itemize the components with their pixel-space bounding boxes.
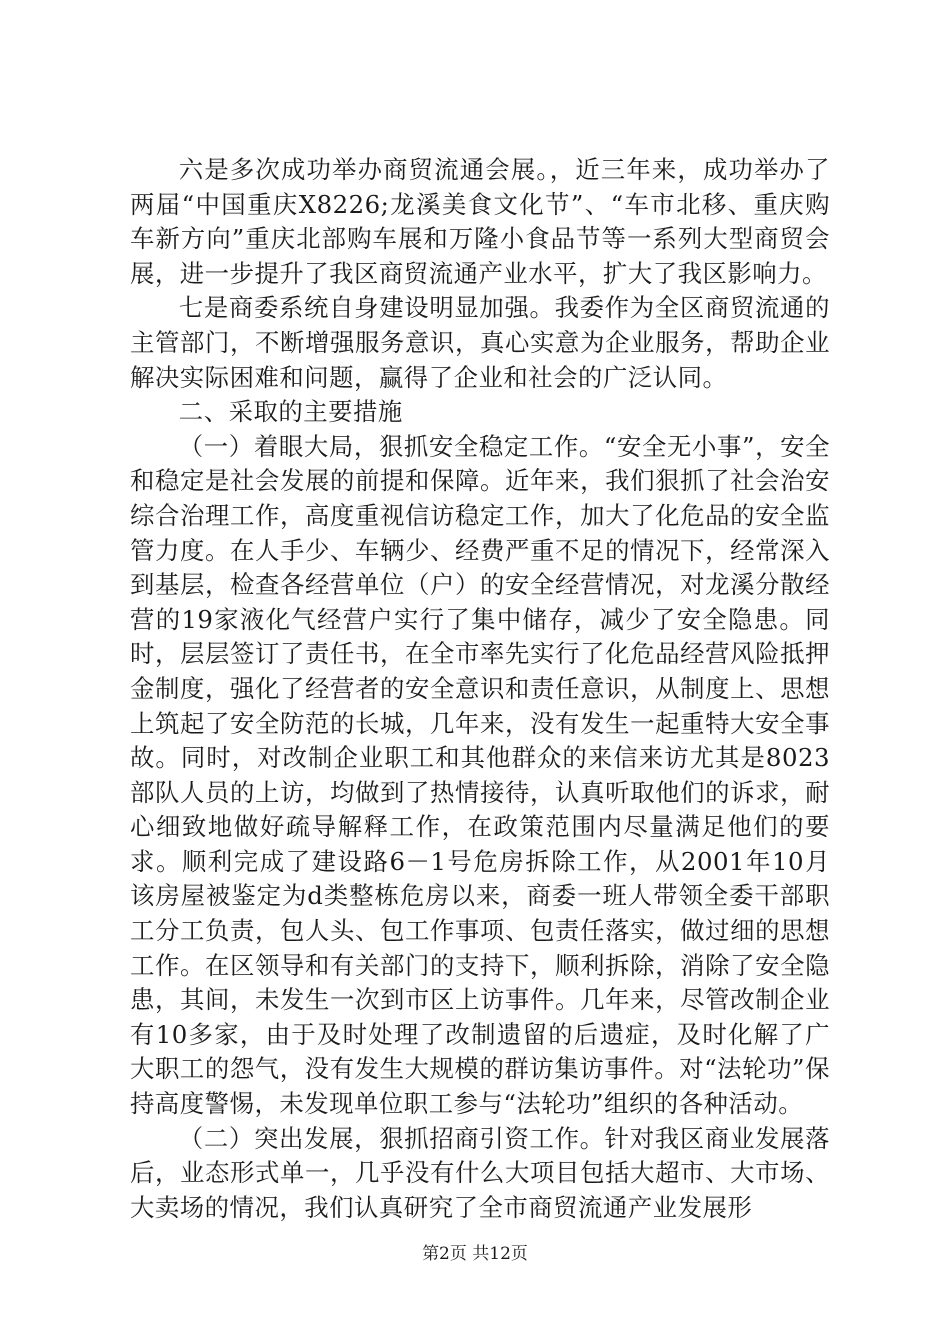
document-body [130, 153, 830, 1225]
page-number-footer: 第2页 共12页 [422, 1244, 528, 1264]
paragraph-exhibitions: 六是多次成功举办商贸流通会展。，近三年来，成功举办了两届“中国重庆X8226;龙溪美食文化节”、“车市北移、重庆购车新方向”重庆北部购车展和万隆小食品节等一系列大型商贸会展，进一步提升了我区商贸流通产业水平，扩大了我区影响力。 [130, 155, 830, 288]
section-heading: 二、采取的主要措施 [178, 397, 403, 427]
paragraph-safety-stability: （一）着眼大局，狠抓安全稳定工作。“安全无小事”，安全和稳定是社会发展的前提和保障。近年来，我们狠抓了社会治安综合治理工作，高度重视信访稳定工作，加大了化危品的安全监管力度。在人手少、车辆少、经费严重不足的情况下，经常深入到基层，检查各经营单位（户）的安全经营情况，对龙溪分散经营的19家液化气经营户实行了集中储存，减少了安全隐患。同时，层层签订了责任书，在全市率先实行了化危品经营风险抵押金制度，强化了经营者的安全意识和责任意识，从制度上、思想上筑起了安全防范的长城，几年来，没有发生一起重特大安全事故。同时，对改制企业职工和其他群众的来信来访尤其是8023部队人员的上访，均做到了热情接待，认真听取他们的诉求，耐心细致地做好疏导解释工作，在政策范围内尽量满足他们的要求。顺利完成了建设路6－1号危房拆除工作，从2001年10月该房屋被鉴定为d类整栋危房以来，商委一班人带领全委干部职工分工负责，包人头、包工作事项、包责任落实，做过细的思想工作。在区领导和有关部门的支持下，顺利拆除，消除了安全隐患，其间，未发生一次到市区上访事件。几年来，尽管改制企业有10多家，由于及时处理了改制遗留的后遗症，及时化解了广大职工的怨气，没有发生大规模的群访集访事件。对“法轮功”保持高度警惕，未发现单位职工参与“法轮功”组织的各种活动。 [130, 431, 830, 1119]
paragraph-self-building: 七是商委系统自身建设明显加强。我委作为全区商贸流通的主管部门，不断增强服务意识，真心实意为企业服务，帮助企业解决实际困难和问题，赢得了企业和社会的广泛认同。 [130, 293, 830, 392]
paragraph-investment: （二）突出发展，狠抓招商引资工作。针对我区商业发展落后，业态形式单一，几乎没有什么大项目包括大超市、大市场、大卖场的情况，我们认真研究了全市商贸流通产业发展形 [130, 1123, 830, 1222]
